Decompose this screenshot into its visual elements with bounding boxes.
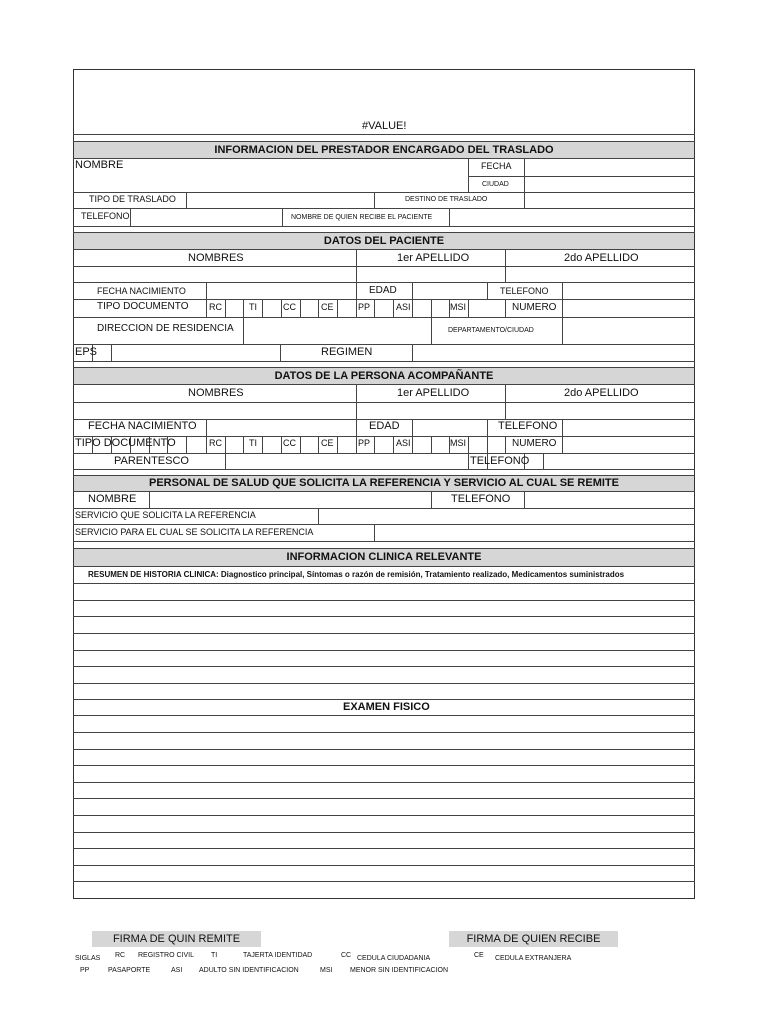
cell-divider xyxy=(374,436,375,453)
cell-divider xyxy=(505,249,506,282)
label-resumen-historia: RESUMEN DE HISTORIA CLINICA: Diagnostico principal, Síntomas o razón de remisión, Tratamiento realizado, Medicamentos suministrados xyxy=(88,570,625,579)
label-2do-apellido: 2do APELLIDO xyxy=(564,252,639,264)
cell-divider xyxy=(356,249,357,282)
rule xyxy=(73,508,695,509)
rule xyxy=(73,765,695,766)
rule xyxy=(73,402,695,403)
cell-divider xyxy=(318,508,319,524)
cell-divider xyxy=(524,491,525,508)
label-departamento: DEPARTAMENTO/CIUDAD xyxy=(448,327,534,334)
doc-type-ti: TI xyxy=(249,438,257,448)
rule xyxy=(73,249,695,250)
label-1er-apellido: 1er APELLIDO xyxy=(397,387,470,399)
label-fecha: FECHA xyxy=(481,161,512,171)
cell-divider xyxy=(225,453,226,469)
cell-divider xyxy=(468,453,469,469)
doc-type-ce: CE xyxy=(321,438,334,448)
cell-divider xyxy=(374,192,375,208)
rule xyxy=(73,600,695,601)
cell-divider xyxy=(225,299,226,317)
cell-divider xyxy=(243,317,244,344)
label-nombre: NOMBRE xyxy=(75,159,124,171)
rule xyxy=(73,699,695,700)
label-examen-fisico: EXAMEN FISICO xyxy=(343,701,430,713)
cell-divider xyxy=(524,192,525,208)
label-servicio-solicita: SERVICIO QUE SOLICITA LA REFERENCIA xyxy=(75,510,256,520)
rule xyxy=(73,384,695,385)
cell-divider xyxy=(186,436,187,453)
cell-divider xyxy=(524,158,525,192)
label-2do-apellido: 2do APELLIDO xyxy=(564,387,639,399)
rule xyxy=(73,650,695,651)
section-header-personal: PERSONAL DE SALUD QUE SOLICITA LA REFERENCIA Y SERVICIO AL CUAL SE REMITE xyxy=(74,476,694,491)
cell-divider xyxy=(130,208,131,226)
rule xyxy=(73,666,695,667)
rule xyxy=(73,782,695,783)
rule xyxy=(73,226,695,227)
cell-divider xyxy=(412,419,413,453)
cell-divider xyxy=(300,299,301,317)
rule xyxy=(73,158,695,159)
rule xyxy=(73,491,695,492)
sigla-code: RC xyxy=(115,952,126,959)
label-fecha-nacimiento: FECHA NACIMIENTO xyxy=(88,420,197,432)
cell-divider xyxy=(374,524,375,541)
cell-divider xyxy=(262,436,263,453)
label-fecha-nacimiento: FECHA NACIMIENTO xyxy=(97,286,186,296)
label-numero: NUMERO xyxy=(512,302,557,313)
cell-divider xyxy=(487,419,488,453)
doc-type-asi: ASI xyxy=(396,438,411,448)
sigla-meaning: PASAPORTE xyxy=(108,967,151,974)
label-quien-recibe: NOMBRE DE QUIEN RECIBE EL PACIENTE xyxy=(291,214,433,221)
label-telefono-2: TELEFONO xyxy=(470,455,530,467)
label-tipo-traslado: TIPO DE TRASLADO xyxy=(89,194,176,204)
doc-type-ti: TI xyxy=(249,302,257,312)
cell-divider xyxy=(505,436,506,453)
label-tipo-documento: TIPO DOCUMENTO xyxy=(75,437,176,449)
cell-divider xyxy=(225,436,226,453)
label-telefono: TELEFONO xyxy=(498,420,558,432)
cell-divider xyxy=(505,299,506,317)
label-telefono: TELEFONO xyxy=(500,286,549,296)
cell-divider xyxy=(356,419,357,453)
rule xyxy=(73,317,695,318)
cell-divider xyxy=(505,384,506,419)
label-edad: EDAD xyxy=(369,420,400,432)
rule xyxy=(73,524,695,525)
rule xyxy=(468,176,695,177)
cell-divider xyxy=(562,282,563,344)
cell-divider xyxy=(206,419,207,453)
signature-remite: FIRMA DE QUIN REMITE xyxy=(92,931,261,947)
cell-divider xyxy=(318,299,319,317)
cell-divider xyxy=(356,384,357,419)
label-telefono: TELEFONO xyxy=(451,493,511,505)
cell-divider xyxy=(206,282,207,317)
rule xyxy=(73,282,695,283)
label-nombres: NOMBRES xyxy=(188,387,244,399)
rule xyxy=(73,616,695,617)
cell-divider xyxy=(186,192,187,208)
section-header-paciente: DATOS DEL PACIENTE xyxy=(74,233,694,249)
label-edad: EDAD xyxy=(369,285,397,296)
rule xyxy=(73,683,695,684)
label-numero: NUMERO xyxy=(512,438,557,449)
rule xyxy=(73,192,695,193)
label-destino-traslado: DESTINO DE TRASLADO xyxy=(405,196,488,203)
rule xyxy=(73,134,695,135)
doc-type-msi: MSI xyxy=(450,438,467,448)
label-nombres: NOMBRES xyxy=(188,252,244,264)
label-direccion: DIRECCION DE RESIDENCIA xyxy=(97,323,234,334)
cell-divider xyxy=(412,282,413,317)
cell-divider xyxy=(243,436,244,453)
cell-divider xyxy=(280,344,281,361)
sigla-meaning: ADULTO SIN IDENTIFICACION xyxy=(199,967,299,974)
cell-divider xyxy=(468,436,469,453)
cell-divider xyxy=(281,299,282,317)
cell-divider xyxy=(281,436,282,453)
rule xyxy=(73,208,695,209)
cell-divider xyxy=(393,436,394,453)
cell-divider xyxy=(318,436,319,453)
doc-type-cc: CC xyxy=(283,302,296,312)
cell-divider xyxy=(562,419,563,453)
rule xyxy=(73,749,695,750)
doc-type-asi: ASI xyxy=(396,302,411,312)
label-nombre: NOMBRE xyxy=(88,493,137,505)
section-header-clinica: INFORMACION CLINICA RELEVANTE xyxy=(74,549,694,566)
rule xyxy=(73,469,695,470)
cell-divider xyxy=(337,436,338,453)
sigla-code: CE xyxy=(474,952,484,959)
sigla-code: CC xyxy=(341,952,352,959)
rule xyxy=(73,633,695,634)
cell-divider xyxy=(149,491,150,508)
cell-divider xyxy=(393,299,394,317)
cell-divider xyxy=(487,282,488,299)
section-header-acompanante: DATOS DE LA PERSONA ACOMPAÑANTE xyxy=(74,368,694,384)
doc-type-pp: PP xyxy=(358,438,371,448)
rule xyxy=(73,832,695,833)
label-servicio-para: SERVICIO PARA EL CUAL SE SOLICITA LA REFERENCIA xyxy=(75,527,314,537)
label-tipo-documento: TIPO DOCUMENTO xyxy=(97,301,189,312)
rule xyxy=(73,715,695,716)
sigla-code: ASI xyxy=(171,967,183,974)
doc-type-rc: RC xyxy=(209,302,222,312)
rule xyxy=(73,583,695,584)
rule xyxy=(73,798,695,799)
rule xyxy=(73,453,695,454)
cell-divider xyxy=(431,436,432,453)
rule xyxy=(73,881,695,882)
rule xyxy=(73,732,695,733)
section-header-prestador: INFORMACION DEL PRESTADOR ENCARGADO DEL TRASLADO xyxy=(74,142,694,158)
rule xyxy=(73,815,695,816)
sigla-meaning: CEDULA EXTRANJERA xyxy=(495,955,572,962)
rule xyxy=(73,541,695,542)
cell-divider xyxy=(449,208,450,226)
rule xyxy=(73,566,695,567)
cell-divider xyxy=(111,344,112,361)
cell-divider xyxy=(412,344,413,361)
rule xyxy=(73,865,695,866)
sigla-code: PP xyxy=(80,967,90,974)
sigla-meaning: TAJERTA IDENTIDAD xyxy=(243,952,313,959)
rule xyxy=(73,361,695,362)
sigla-meaning: CEDULA CIUDADANIA xyxy=(357,955,431,962)
cell-divider xyxy=(337,299,338,317)
rule xyxy=(73,848,695,849)
label-ciudad: CIUDAD xyxy=(482,181,509,188)
label-eps: EPS xyxy=(75,346,98,358)
doc-type-cc: CC xyxy=(283,438,296,448)
label-parentesco: PARENTESCO xyxy=(114,455,189,467)
cell-divider xyxy=(468,158,469,192)
cell-divider xyxy=(356,282,357,317)
signature-recibe: FIRMA DE QUIEN RECIBE xyxy=(449,931,618,947)
cell-divider xyxy=(243,299,244,317)
sigla-meaning: MENOR SIN IDENTIFICACION xyxy=(350,967,449,974)
header-value: #VALUE! xyxy=(362,120,407,132)
cell-divider xyxy=(262,299,263,317)
cell-divider xyxy=(431,317,432,344)
rule xyxy=(73,344,695,345)
cell-divider xyxy=(374,299,375,317)
cell-divider xyxy=(431,299,432,317)
cell-divider xyxy=(300,436,301,453)
doc-type-rc: RC xyxy=(209,438,222,448)
label-1er-apellido: 1er APELLIDO xyxy=(397,252,470,264)
cell-divider xyxy=(468,299,469,317)
label-telefono: TELEFONO xyxy=(81,211,130,221)
rule xyxy=(73,266,695,267)
rule xyxy=(73,299,695,300)
label-regimen: REGIMEN xyxy=(321,346,373,358)
cell-divider xyxy=(282,208,283,226)
sigla-code: MSI xyxy=(320,967,333,974)
sigla-code: TI xyxy=(211,952,218,959)
cell-divider xyxy=(431,491,432,508)
doc-type-msi: MSI xyxy=(450,302,467,312)
siglas-label: SIGLAS xyxy=(75,955,101,962)
doc-type-pp: PP xyxy=(358,302,371,312)
sigla-meaning: REGISTRO CIVIL xyxy=(138,952,195,959)
cell-divider xyxy=(543,453,544,469)
doc-type-ce: CE xyxy=(321,302,334,312)
